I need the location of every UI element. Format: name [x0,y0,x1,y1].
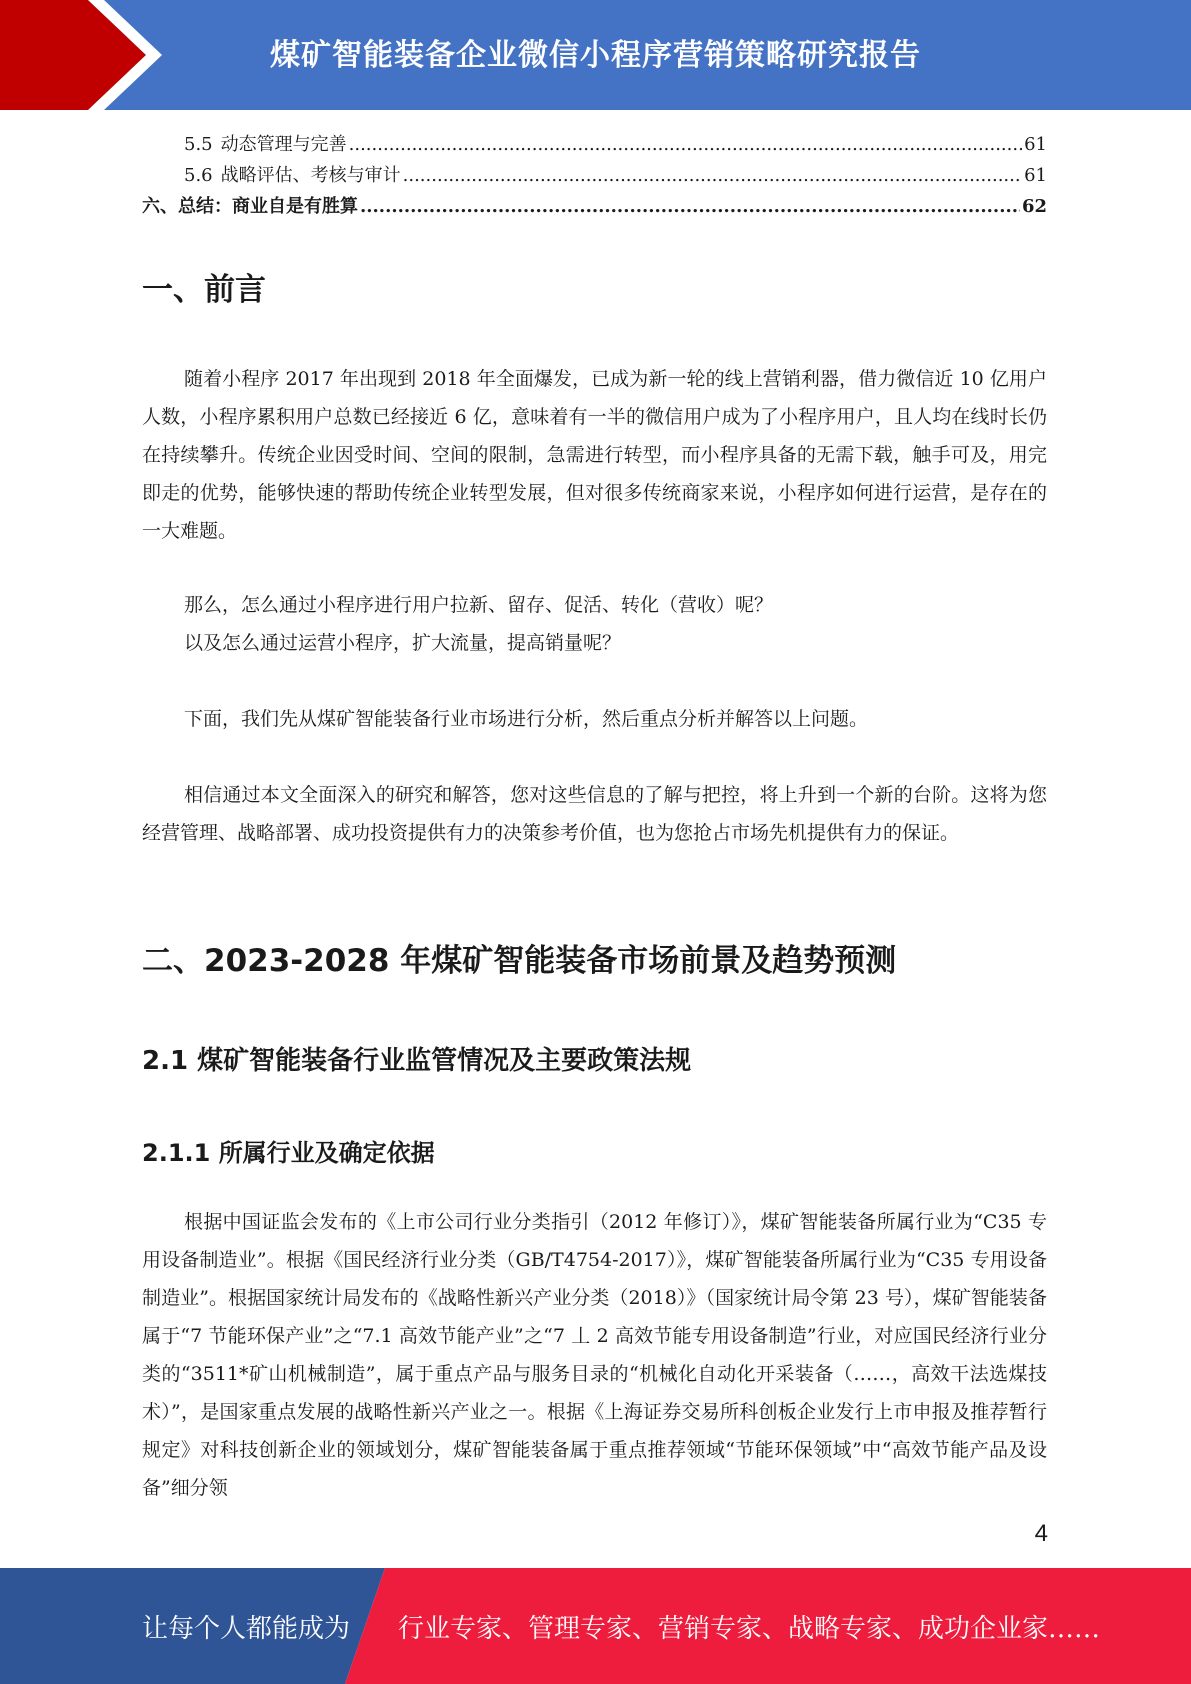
toc-entry-title: 总结：商业自是有胜算 [178,196,358,217]
subsection-heading-regulation: 2.1 煤矿智能装备行业监管情况及主要政策法规 [142,1046,692,1076]
section-heading-market-outlook: 二、2023-2028 年煤矿智能装备市场前景及趋势预测 [142,943,897,979]
toc-entry-page: 61 [1024,134,1047,155]
industry-basis-paragraph: 根据中国证监会发布的《上市公司行业分类指引（2012 年修订）》，煤矿智能装备所属行业为“C35 专用设备制造业”。根据《国民经济行业分类（GB/T4754-2017）》，煤矿智能装备所属行业为“C35 专用设备制造业”。根据国家统计局发布的《战略性新兴产业分类（2018）》（国家统计局令第 23 号），煤矿智能装备属于“7 节能环保产业”之“7.1 高效节能产业”之“7 丄 2 高效节能专用设备制造”行业，对应国民经济行业分类的“3511*矿山机械制造”，属于重点产品与服务目录的“机械化自动化开采装备（……，高效干法选煤技术）”，是国家重点发展的战略性新兴产业之一。根据《上海证券交易所科创板企业发行上市申报及推荐暂行规定》对科技创新企业的领域划分，煤矿智能装备属于重点推荐领域“节能环保领域”中“高效节能产品及设备”细分领 [142,1211,1047,1499]
section-heading-preface: 一、前言 [142,272,266,308]
subsection-heading-industry-basis: 2.1.1 所属行业及确定依据 [142,1139,435,1167]
toc-dot-leader [360,196,1020,217]
footer-band [0,1568,1191,1684]
page-number: 4 [1034,1520,1048,1547]
header-arrow-decoration [0,0,300,110]
toc-entry-number: 六、 [142,196,178,217]
toc-entry-page: 62 [1021,196,1047,217]
preface-question-1: 那么，怎么通过小程序进行用户拉新、留存、促活、转化（营收）呢？ [184,594,774,616]
footer-slogan-right: 行业专家、管理专家、营销专家、战略专家、成功企业家…… [398,1614,1101,1644]
toc-entry[interactable] [142,192,1047,223]
preface-paragraph-3: 相信通过本文全面深入的研究和解答，您对这些信息的了解与把控，将上升到一个新的台阶。这将为您经营管理、战略部署、成功投资提供有力的决策参考价值，也为您抢占市场先机提供有力的保证。 [142,784,1047,844]
report-title: 煤矿智能装备企业微信小程序营销策略研究报告 [270,38,921,73]
header-band [0,0,1191,110]
toc-entry-title: 战略评估、考核与审计 [220,165,401,186]
toc-entry[interactable] [142,161,1047,192]
toc-entry[interactable] [142,130,1047,161]
table-of-contents [142,130,1047,223]
footer-slogan-left: 让每个人都能成为 [142,1614,351,1644]
preface-question-2: 以及怎么通过运营小程序，扩大流量，提高销量呢？ [184,632,622,654]
toc-dot-leader [403,165,1022,186]
toc-entry-number: 5.6 [184,165,213,186]
toc-entry-page: 61 [1024,165,1047,186]
preface-paragraph-1: 随着小程序 2017 年出现到 2018 年全面爆发，已成为新一轮的线上营销利器，借力微信近 10 亿用户人数，小程序累积用户总数已经接近 6 亿，意味着有一半的微信用户成为了小程序用户，且人均在线时长仍在持续攀升。传统企业因受时间、空间的限制，急需进行转型，而小程序具备的无需下载，触手可及，用完即走的优势，能够快速的帮助传统企业转型发展，但对很多传统商家来说，小程序如何进行运营，是存在的一大难题。 [142,368,1047,542]
preface-paragraph-2: 下面，我们先从煤矿智能装备行业市场进行分析，然后重点分析并解答以上问题。 [184,708,869,730]
toc-entry-number: 5.5 [184,134,213,155]
toc-entry-title: 动态管理与完善 [220,134,347,155]
toc-dot-leader [349,134,1022,155]
